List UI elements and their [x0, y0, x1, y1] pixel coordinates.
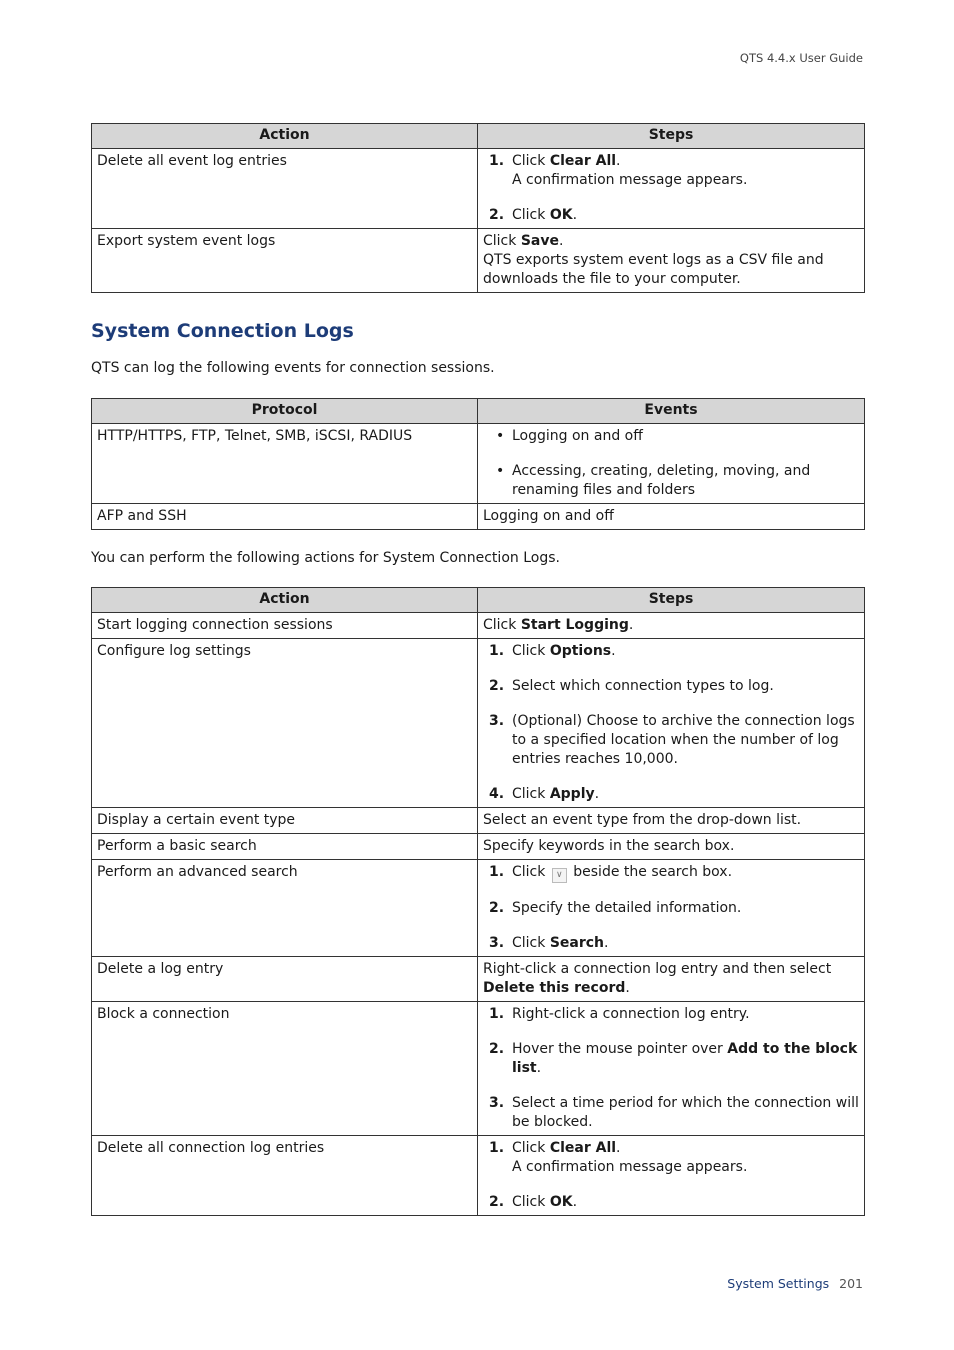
ui-label: Start Logging — [520, 617, 629, 633]
steps-cell: Specify keywords in the search box. — [478, 834, 865, 860]
table-row — [92, 808, 865, 834]
step-text: Select which connection types to log. — [512, 678, 774, 694]
table-header-row — [92, 124, 865, 149]
step-item — [483, 152, 859, 190]
table-row — [92, 957, 865, 1002]
step-number: 2. — [489, 1041, 505, 1057]
table-row — [92, 1136, 865, 1216]
ui-label: Search — [549, 935, 605, 951]
step-number: 2. — [489, 1194, 505, 1210]
step-number: 1. — [489, 1140, 505, 1156]
step-number: 1. — [489, 153, 505, 169]
step-item — [483, 642, 859, 661]
table-row — [92, 424, 865, 504]
steps-cell — [478, 613, 865, 639]
column-header-protocol: Protocol — [92, 399, 478, 424]
steps-cell: Select an event type from the drop-down list. — [478, 808, 865, 834]
table-row — [92, 149, 865, 229]
event-text: Accessing, creating, deleting, moving, and renaming files and folders — [512, 463, 811, 498]
table-row — [92, 1002, 865, 1136]
table-row — [92, 639, 865, 808]
bullet-item — [483, 462, 859, 500]
protocol-cell: HTTP/HTTPS, FTP, Telnet, SMB, iSCSI, RADIUS — [92, 424, 478, 504]
steps-cell — [478, 229, 865, 293]
action-cell: Perform a basic search — [92, 834, 478, 860]
double-chevron-down-icon: ∨ — [552, 868, 567, 883]
step-number: 2. — [489, 207, 505, 223]
column-header-action: Action — [92, 588, 478, 613]
step-number: 2. — [489, 900, 505, 916]
step-number: 3. — [489, 1095, 505, 1111]
step-text: . — [616, 153, 621, 169]
column-header-events: Events — [478, 399, 865, 424]
steps-cell — [478, 957, 865, 1002]
section-title: System Connection Logs — [91, 320, 354, 342]
table-header-row — [92, 588, 865, 613]
step-text: . — [611, 643, 616, 659]
ui-label: Delete this record — [483, 980, 626, 996]
step-number: 3. — [489, 713, 505, 729]
step-text: . — [536, 1060, 542, 1076]
step-text: . — [604, 935, 609, 951]
bullet-item — [483, 427, 859, 446]
ui-label: Add to the block list — [512, 1041, 858, 1076]
action-cell: Configure log settings — [92, 639, 478, 808]
table-row — [92, 229, 865, 293]
ui-label: Apply — [549, 786, 595, 802]
ui-label: Clear All — [549, 1140, 617, 1156]
step-text: Click — [512, 207, 550, 223]
step-item — [483, 785, 859, 804]
protocol-events-table — [91, 398, 865, 530]
step-number: 3. — [489, 935, 505, 951]
step-item — [483, 934, 859, 953]
step-number: 1. — [489, 1006, 505, 1022]
step-item — [483, 1005, 859, 1024]
ui-label: Clear All — [549, 153, 617, 169]
step-text: Click — [483, 233, 521, 249]
page-footer — [727, 1276, 863, 1291]
step-text: Click — [512, 153, 550, 169]
step-item — [483, 1094, 859, 1132]
step-text: Right-click a connection log entry. — [512, 1006, 750, 1022]
ui-label: Save — [520, 233, 559, 249]
step-item — [483, 677, 859, 696]
step-number: 1. — [489, 643, 505, 659]
step-number: 1. — [489, 864, 505, 880]
step-note: A confirmation message appears. — [512, 1159, 748, 1175]
action-cell: Block a connection — [92, 1002, 478, 1136]
action-cell: Delete a log entry — [92, 957, 478, 1002]
table-row — [92, 834, 865, 860]
table-header-row — [92, 399, 865, 424]
action-cell: Display a certain event type — [92, 808, 478, 834]
steps-cell — [478, 860, 865, 957]
events-cell: Logging on and off — [478, 504, 865, 530]
step-text: Click — [512, 1140, 550, 1156]
event-text: Logging on and off — [512, 428, 643, 444]
page-number: 201 — [839, 1276, 863, 1291]
bullet-mark: • — [496, 428, 505, 444]
step-number: 4. — [489, 786, 505, 802]
table-row — [92, 613, 865, 639]
step-text: . — [572, 207, 578, 223]
column-header-action: Action — [92, 124, 478, 149]
step-note: QTS exports system event logs as a CSV file and downloads the file to your computer. — [483, 252, 824, 287]
step-text: . — [594, 786, 600, 802]
step-item — [483, 206, 859, 225]
step-text: Select a time period for which the connection will be blocked. — [512, 1095, 859, 1130]
table-row — [92, 504, 865, 530]
step-text: (Optional) Choose to archive the connection logs to a specified location when the number of log entries reaches 10,000. — [512, 713, 855, 767]
step-item — [483, 1193, 859, 1212]
step-text: . — [558, 233, 564, 249]
column-header-steps: Steps — [478, 588, 865, 613]
step-text: Hover the mouse pointer over — [512, 1041, 728, 1057]
step-text: . — [572, 1194, 578, 1210]
step-number: 2. — [489, 678, 505, 694]
column-header-steps: Steps — [478, 124, 865, 149]
running-header: QTS 4.4.x User Guide — [739, 51, 863, 65]
steps-cell — [478, 1002, 865, 1136]
step-text: Click — [512, 643, 550, 659]
steps-cell — [478, 149, 865, 229]
step-text: . — [625, 980, 630, 996]
ui-label: Options — [549, 643, 612, 659]
step-text: . — [628, 617, 634, 633]
ui-label: OK — [549, 207, 573, 223]
step-text: Click — [512, 786, 550, 802]
table-row — [92, 860, 865, 957]
step-text: Click — [512, 864, 550, 880]
protocol-cell: AFP and SSH — [92, 504, 478, 530]
step-item — [483, 712, 859, 769]
steps-cell — [478, 1136, 865, 1216]
actions-intro-paragraph: You can perform the following actions for System Connection Logs. — [91, 550, 560, 566]
action-cell: Export system event logs — [92, 229, 478, 293]
step-item — [483, 1139, 859, 1177]
bullet-mark: • — [496, 463, 505, 479]
step-text: Right-click a connection log entry and then select — [483, 961, 832, 977]
step-text: Specify the detailed information. — [512, 900, 742, 916]
action-cell: Perform an advanced search — [92, 860, 478, 957]
event-log-actions-table — [91, 123, 865, 293]
footer-section-name: System Settings — [727, 1276, 830, 1291]
step-text: Click — [512, 1194, 550, 1210]
step-text: beside the search box. — [568, 864, 733, 880]
ui-label: OK — [549, 1194, 573, 1210]
action-cell: Delete all event log entries — [92, 149, 478, 229]
step-item — [483, 899, 859, 918]
step-item — [483, 1040, 859, 1078]
steps-cell — [478, 639, 865, 808]
intro-paragraph: QTS can log the following events for connection sessions. — [91, 360, 495, 376]
step-text: . — [616, 1140, 621, 1156]
step-text: Click — [483, 617, 521, 633]
step-item — [483, 863, 859, 883]
action-cell: Start logging connection sessions — [92, 613, 478, 639]
connection-log-actions-table — [91, 587, 865, 1216]
action-cell: Delete all connection log entries — [92, 1136, 478, 1216]
events-cell — [478, 424, 865, 504]
step-note: A confirmation message appears. — [512, 172, 748, 188]
step-text: Click — [512, 935, 550, 951]
